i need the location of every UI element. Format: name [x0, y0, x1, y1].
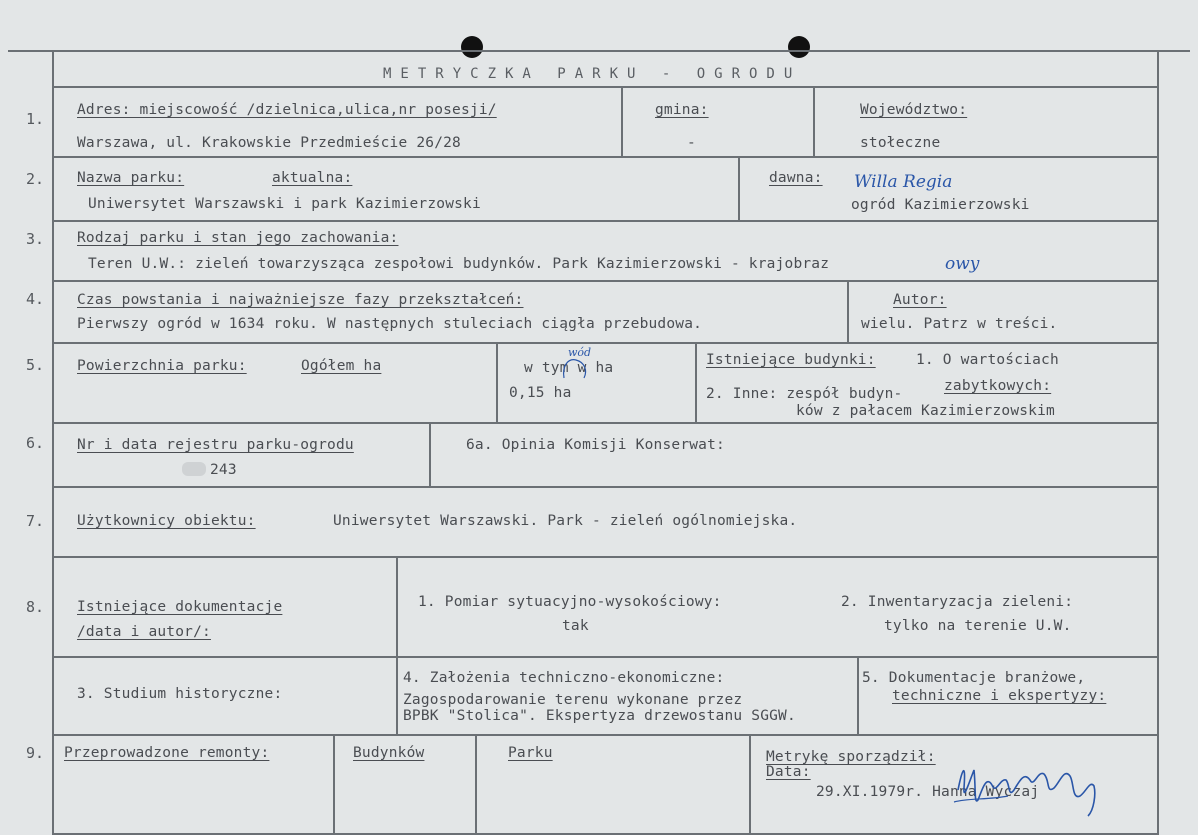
history-phases-label: Czas powstania i najważniejsze fazy przekształceń:: [77, 292, 524, 308]
row-number-5: 5.: [26, 356, 45, 374]
repairs-label: Przeprowadzone remonty:: [64, 745, 270, 761]
survey-value: tak: [562, 618, 589, 634]
row-separator: [52, 422, 1158, 424]
gmina-label: gmina:: [655, 102, 709, 118]
row-number-4: 4.: [26, 290, 45, 308]
author-label: Autor:: [893, 292, 947, 308]
row-number-3: 3.: [26, 230, 45, 248]
former-name-value: ogród Kazimierzowski: [851, 197, 1030, 213]
cell-divider: [333, 734, 335, 834]
voivodeship-value: stołeczne: [860, 135, 941, 151]
row-number-9: 9.: [26, 744, 45, 762]
current-name-value: Uniwersytet Warszawski i park Kazimierzowski: [88, 196, 481, 212]
buildings-label: Istniejące budynki:: [706, 352, 876, 368]
cell-divider: [496, 342, 498, 422]
area-including-label: w tym w ha: [524, 360, 614, 376]
row-number-2: 2.: [26, 170, 45, 188]
row-separator: [52, 734, 1158, 736]
gmina-value: -: [687, 135, 696, 151]
cell-divider: [475, 734, 477, 834]
buildings-historic: 1. O wartościach: [916, 352, 1059, 368]
historical-study-label: 3. Studium historyczne:: [77, 686, 283, 702]
row-number-6: 6.: [26, 434, 45, 452]
punch-hole-left: [461, 36, 483, 58]
row-separator: [52, 220, 1158, 222]
area-total-label: Ogółem ha: [301, 358, 382, 374]
tech-economic-label: 4. Założenia techniczno-ekonomiczne:: [403, 670, 725, 686]
handwritten-circle-mark: [560, 356, 590, 382]
repairs-park-label: Parku: [508, 745, 553, 761]
park-type-value: Teren U.W.: zieleń towarzysząca zespołowi budynków. Park Kazimierzowski - krajobraz: [88, 256, 830, 272]
buildings-other: 2. Inne: zespół budyn-: [706, 386, 903, 402]
existing-docs-label: Istniejące dokumentacje: [77, 599, 283, 615]
card-title: METRYCZKA PARKU - OGRODU: [383, 66, 802, 82]
users-label: Użytkownicy obiektu:: [77, 513, 256, 529]
conservation-opinion-label: [466, 437, 725, 453]
branch-docs-label-1: 5. Dokumentacje branżowe,: [862, 670, 1086, 686]
prepared-by-label: Metrykę sporządził:: [766, 749, 936, 765]
author-value: wielu. Patrz w treści.: [861, 316, 1058, 332]
current-name-label: aktualna:: [272, 170, 353, 186]
left-margin-rule: [52, 52, 54, 835]
cell-divider: [813, 86, 815, 156]
former-name-handwritten: Willa Regia: [854, 172, 953, 192]
buildings-other-cont: ków z pałacem Kazimierzowskim: [796, 403, 1055, 419]
park-name-label: Nazwa parku:: [77, 170, 185, 186]
row-separator: [52, 156, 1158, 158]
handwritten-signature: [948, 750, 1108, 820]
address-label: Adres: miejscowość /dzielnica,ulica,nr posesji/: [77, 102, 497, 118]
conservation-opinion-text: 6a. Opinia Komisji Konserwat:: [466, 437, 725, 453]
row-separator: [52, 280, 1158, 282]
row-number-8: 8.: [26, 598, 45, 616]
cell-divider: [429, 422, 431, 486]
punch-hole-right: [788, 36, 810, 58]
cell-divider: [847, 280, 849, 342]
row-number-1: 1.: [26, 110, 45, 128]
users-value: Uniwersytet Warszawski. Park - zieleń ogólnomiejska.: [333, 513, 798, 529]
history-phases-value: Pierwszy ogród w 1634 roku. W następnych stuleciach ciągła przebudowa.: [77, 316, 703, 332]
cell-divider: [738, 156, 740, 220]
date-label: Data:: [766, 764, 811, 780]
area-including-value: 0,15 ha: [509, 385, 572, 401]
row-separator: [52, 342, 1158, 344]
area-handwritten-water: wód: [568, 346, 592, 359]
greenery-inventory-label: 2. Inwentaryzacja zieleni:: [841, 594, 1074, 610]
register-stamp-mark: [182, 462, 206, 476]
top-rule: [8, 50, 1190, 52]
cell-divider: [695, 342, 697, 422]
repairs-buildings-label: Budynków: [353, 745, 425, 761]
tech-economic-value-2: BPBK "Stolica". Ekspertyza drzewostanu SGGW.: [403, 708, 796, 724]
greenery-inventory-value: tylko na terenie U.W.: [884, 618, 1072, 634]
address-value: Warszawa, ul. Krakowskie Przedmieście 26/28: [77, 135, 461, 151]
row-separator: [52, 656, 1158, 658]
cell-divider: [857, 656, 859, 734]
register-label: Nr i data rejestru parku-ogrodu: [77, 437, 354, 453]
branch-docs-label-2: techniczne i ekspertyzy:: [892, 688, 1107, 704]
row-number-7: 7.: [26, 512, 45, 530]
buildings-historic-cont: zabytkowych:: [944, 378, 1052, 394]
cell-divider: [749, 734, 751, 834]
row-separator: [52, 86, 1158, 88]
row-separator: [52, 486, 1158, 488]
register-value: 243: [210, 462, 237, 478]
park-type-label: Rodzaj parku i stan jego zachowania:: [77, 230, 399, 246]
survey-label: 1. Pomiar sytuacyjno-wysokościowy:: [418, 594, 722, 610]
former-name-label: dawna:: [769, 170, 823, 186]
cell-divider: [621, 86, 623, 156]
date-value: 29.XI.1979r. Hanna Wyczaj: [816, 784, 1040, 800]
existing-docs-label-cont: /data i autor/:: [77, 624, 211, 640]
row-separator: [52, 556, 1158, 558]
tech-economic-value-1: Zagospodarowanie terenu wykonane przez: [403, 692, 743, 708]
area-label: Powierzchnia parku:: [77, 358, 247, 374]
bottom-rule: [52, 833, 1158, 835]
cell-divider: [396, 556, 398, 734]
right-rule: [1157, 52, 1159, 835]
voivodeship-label: Województwo:: [860, 102, 968, 118]
park-type-handwritten-suffix: owy: [945, 254, 980, 274]
